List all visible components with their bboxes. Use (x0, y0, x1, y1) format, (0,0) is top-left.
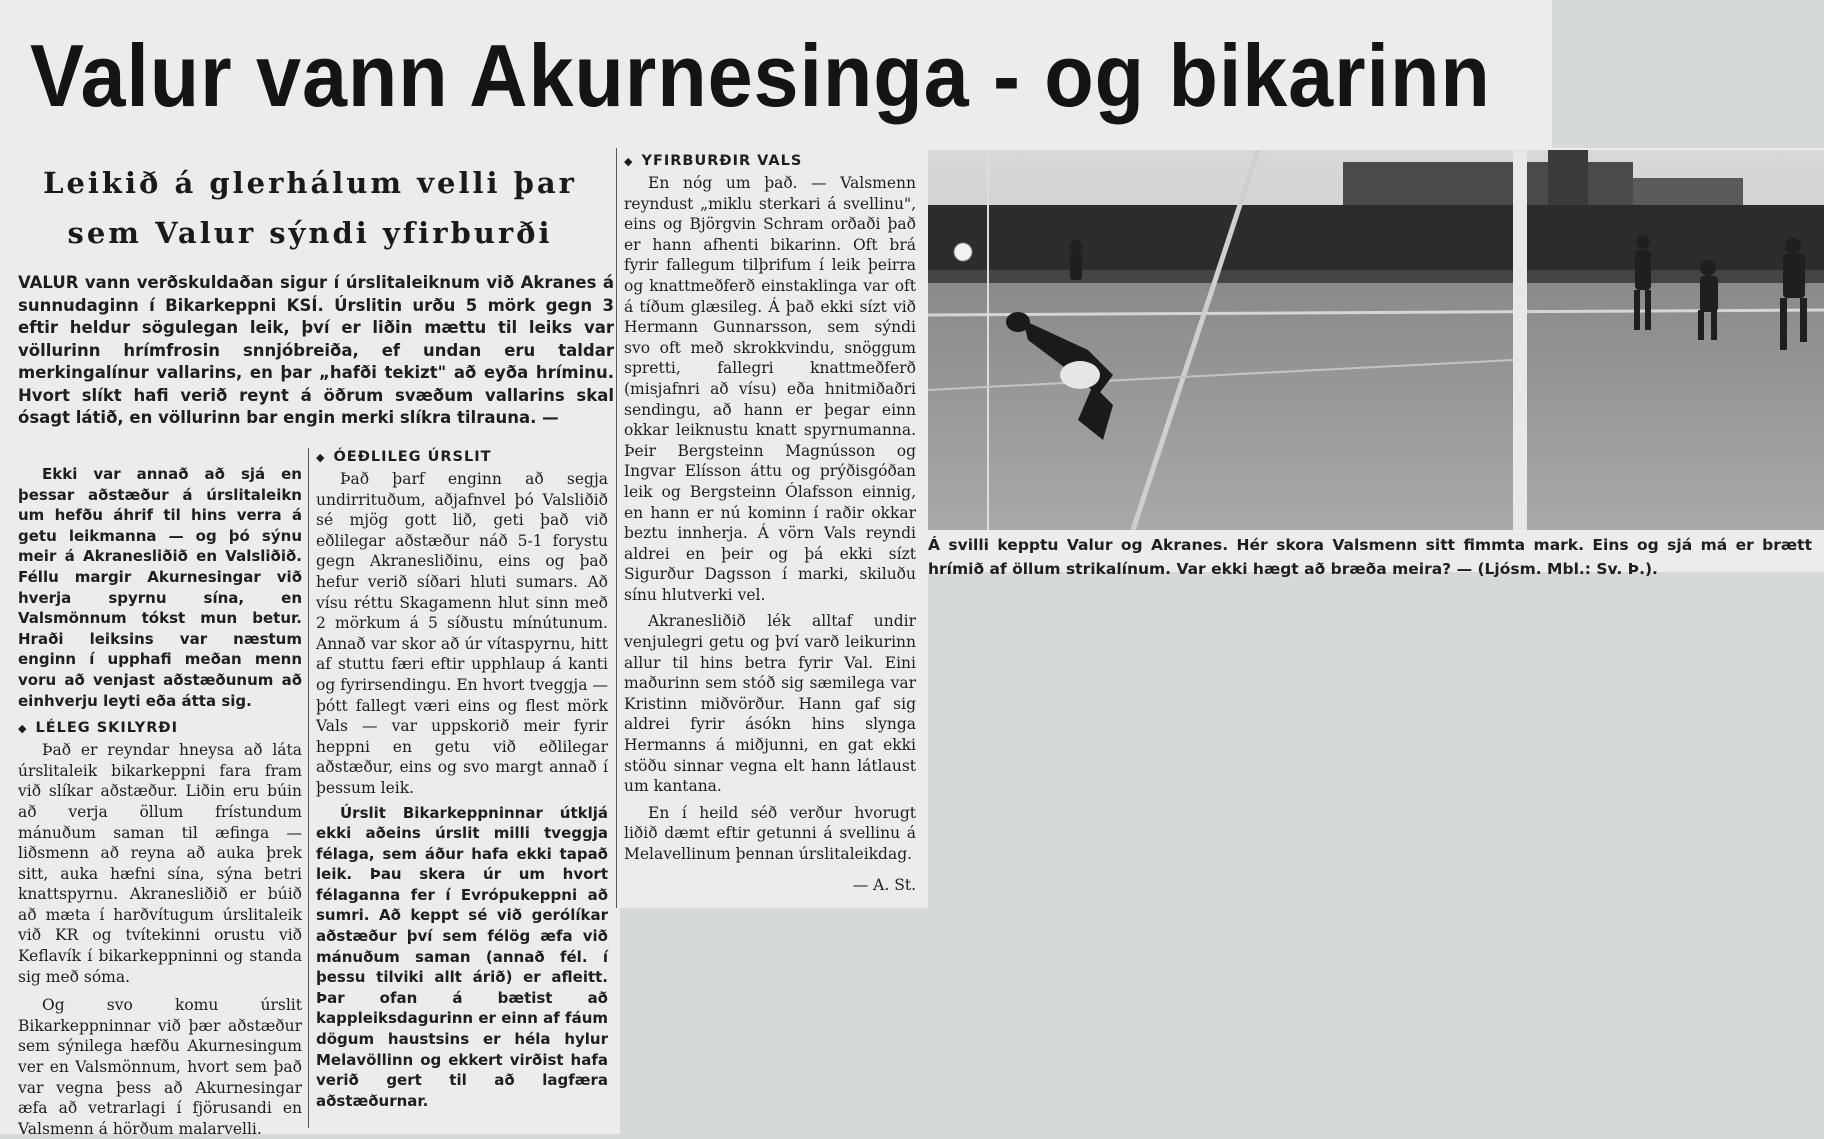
diamond-marker-icon: ◆ (18, 722, 28, 736)
article-column-1 (18, 464, 302, 1139)
author-signature: — A. St. (852, 875, 916, 894)
column-divider-2 (616, 148, 617, 908)
match-photo (928, 150, 1824, 530)
subheadline: Leikið á glerhálum velli þar sem Valur sýndi yfirburði (43, 166, 577, 250)
column-divider-1 (308, 448, 309, 1128)
col3-paragraph-3: En í heild séð verður hvorugt liðið dæmt eftir getunni á svellinu á Melavellinum þennan úrslitaleikdag. (624, 803, 916, 863)
col2-paragraph-1: Það þarf enginn að segja undirrituðum, aðjafnvel þó Valsliðið sé mjög gott lið, geti það við eðlilegar aðstæður náð 5-1 forystu gegn Akranesliðinu, eins og það hefur verið síðari hluti sumars. Að vísu réttu Skagamenn hlut sinn með 2 mörkum á 5 síðustu mínútunum. Annað var skor að úr vítaspyrnu, hitt af stuttu færi eftir upphlaup á kanti og fyrirsendingu. En hvort tveggja — þótt fallegt væri eins og flest mörk Vals — var uppskorið meir fyrir heppni en getu við eðlilegar aðstæður, eins og svo margt annað í þessum leik. (316, 470, 608, 797)
photo-caption: Á svilli kepptu Valur og Akranes. Hér skora Valsmenn sitt fimmta mark. Eins og sjá má er brætt hrímið af öllum strikalínum. Var ekki hægt að bræða meira? — (Ljósm. Mbl.: Sv. Þ.). (928, 536, 1812, 578)
diamond-marker-icon: ◆ (624, 155, 634, 168)
col3-paragraph-1: En nóg um það. — Valsmenn reyndust „miklu sterkari á svellinu", eins og Björgvin Schram orðaði það er hann afhenti bikarinn. Oft brá fyrir fallegum tilþrifum í leik þeirra og knattmeðferð einstaklinga var oft á tíðum glæsileg. Á það ekki sízt við Hermann Gunnarsson, sem sýndi svo oft með skrokkvindu, snöggum spretti, fallegri knattmeðferð (misjafnri að vísu) eða hnitmiðaðri sendingu, að hann er þegar einn okkar leiknustu knatt spyrnumanna. Þeir Bergsteinn Magnússon og Ingvar Elísson áttu og prýðisgóðan leik og Bergsteinn Ólafsson einnig, en hann er nú kominn í raðir okkar beztu innherja. Á vörn Vals reyndi aldrei en þeir og þá ekki sízt Sigurður Dagsson í marki, skiluðu sínu hlutverki vel. (624, 174, 916, 604)
col2-paragraph-2: Úrslit Bikarkeppninnar útkljá ekki aðeins úrslit milli tveggja félaga, sem áður hafa ekki tapað leik. Þau skera úr um hvort félaganna fer í Evrópukeppni að sumri. Að keppt sé við gerólíkar aðstæður því sem félög æfa við mánuðum saman (annað fél. í þessu tilviki allt árið) er afleitt. Þar ofan á bætist að kappleiksdagurinn er einn af fáum dögum haustsins er héla hylur Melavöllinn og ekkert virðist hafa verið gert til að lagfæra aðstæðurnar. (316, 803, 608, 1110)
diamond-marker-icon: ◆ (316, 451, 326, 464)
col1-paragraph-3: Og svo komu úrslit Bikarkeppninnar við þær aðstæður sem sýnilega hæfðu Akurnesingum ver en Valsmönnum, hvort sem það var vegna þess að Akurnesingar æfa að vetrarlagi í fjörusandi en Valsmenn á hörðum malarvelli. (18, 996, 302, 1138)
col3-heading: ◆ YFIRBURÐIR VALS (624, 153, 803, 169)
col3-paragraph-2: Akranesliðið lék alltaf undir venjulegri getu og því varð leikurinn allur til hins betra fyrir Val. Eini maðurinn sem stóð sig sæmilega var Kristinn miðvörður. Hann gaf sig aldrei fyrir ásókn hins slynga Hermanns á miðjunni, en gat ekki stöðu sinnar vegna elt hann látlaust um kantana. (624, 612, 916, 796)
headline: Valur vann Akurnesinga - og bikarinn (30, 26, 1491, 125)
col2-heading: ◆ ÓEÐLILEG ÚRSLIT (316, 449, 492, 465)
match-photo-illustration (928, 150, 1824, 530)
article-column-3 (624, 150, 916, 895)
lead-paragraph: VALUR vann verðskuldaðan sigur í úrslitaleiknum við Akranes á sunnudaginn í Bikarkeppni KSÍ. Úrslitin urðu 5 mörk gegn 3 eftir heldur sögulegan leik, því er liðin mættu til leiks var völlurinn hrímfrosin snnjóbreiða, ef undan eru taldar merkingalínur vallarins, en þar „hafði tekizt" að eyða hríminu. Hvort slíkt hafi verið reynt á öðrum svæðum vallarins skal ósagt látið, en völlurinn bar engin merki slíkra tilrauna. — (18, 273, 614, 427)
col1-heading: ◆ LÉLEG SKILYRÐI (18, 720, 178, 737)
col1-paragraph-2: Það er reyndar hneysa að láta úrslitaleik bikarkeppni fara fram við slíkar aðstæður. Liðin eru búin að verja öllum frístundum mánuðum saman til æfinga — liðsmenn að reyna að auka þrek sitt, auka hæfni sína, sýna betri knattspyrnu. Akranesliðið er búið að mæta í harðvítugum úrslitaleik við KR og tvítekinni orustu við Keflavík í bikarkeppninni og standa sig með sóma. (18, 741, 302, 986)
headline-banner (0, 0, 1552, 148)
col1-paragraph-1: Ekki var annað að sjá en þessar aðstæður á úrslitaleikn um hefðu áhrif til hins verra á getu leikmanna — og þó sýnu meir á Akranesliðið en Valsliðið. Féllu margir Akurnesingar við hverja spyrnu sína, en Valsmönnum tókst mun betur. Hraði leiksins var næstum enginn í upphafi meðan menn voru að venjast aðstæðunum að einhverju leyti eða átta sig. (18, 465, 302, 710)
article-column-2 (316, 446, 608, 1111)
